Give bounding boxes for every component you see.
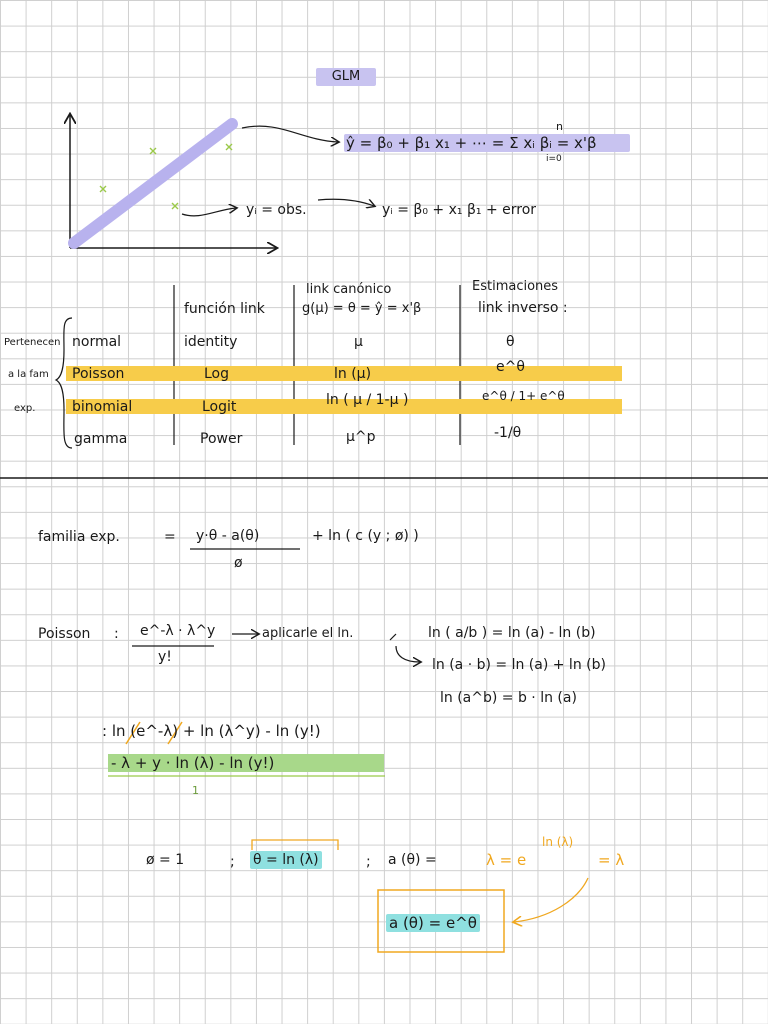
regression-line xyxy=(74,124,232,243)
row-normal-inv: θ xyxy=(506,334,515,350)
poisson-log-step: : ln (e^-λ) + ln (λ^y) - ln (y!) xyxy=(102,722,321,740)
poisson-label: Poisson xyxy=(38,626,91,642)
poisson-log-result: - λ + y · ln (λ) - ln (y!) xyxy=(108,754,384,772)
log-rule-quotient: ln ( a/b ) = ln (a) - ln (b) xyxy=(428,625,596,641)
poisson-log-denominator: 1 xyxy=(192,784,199,797)
row-normal-func: identity xyxy=(184,334,238,350)
row-binomial-dist: binomial xyxy=(72,399,133,415)
row-gamma-dist: gamma xyxy=(74,431,128,447)
lambda-exponent: ln (λ) xyxy=(542,835,574,849)
a-theta-label: a (θ) = xyxy=(388,852,437,868)
familia-tail: + ln ( c (y ; ø) ) xyxy=(312,528,419,544)
header-estimaciones: Estimaciones xyxy=(472,279,559,294)
row-binomial-func: Logit xyxy=(202,399,237,415)
log-rule-product: ln (a · b) = ln (a) + ln (b) xyxy=(432,657,606,673)
boxed-result: a (θ) = e^θ xyxy=(386,914,480,932)
arrow-to-result xyxy=(514,878,588,922)
familia-label: familia exp. xyxy=(38,529,120,545)
row-gamma-func: Power xyxy=(200,431,243,447)
arrow-to-yhat xyxy=(242,126,338,142)
row-normal-canon: μ xyxy=(354,334,363,350)
row-poisson-func: Log xyxy=(204,366,230,382)
yhat-equation: ŷ = β₀ + β₁ x₁ + ⋯ = Σ xᵢ βᵢ = x'β xyxy=(344,134,630,152)
row-normal-dist: normal xyxy=(72,334,122,350)
row-gamma-inv: -1/θ xyxy=(494,425,522,441)
bracket-label-2: a la fam xyxy=(8,369,49,380)
row-poisson-canon: ln (μ) xyxy=(334,366,372,382)
header-funcion-link: función link xyxy=(184,301,265,317)
bracket-label-3: exp. xyxy=(14,403,36,414)
header-link-inverso: link inverso : xyxy=(478,300,568,316)
arrow-to-yi xyxy=(182,208,236,216)
lambda-expression: λ = e xyxy=(486,851,527,869)
row-poisson-inv: e^θ xyxy=(496,359,525,375)
row-binomial-inv: e^θ / 1+ e^θ xyxy=(482,389,565,403)
separator-2: ; xyxy=(366,854,371,870)
yi-equation: yᵢ = β₀ + x₁ β₁ + error xyxy=(382,202,537,218)
familia-denominator: ø xyxy=(234,555,243,571)
row-poisson-dist: Poisson xyxy=(72,366,125,382)
familia-numerator: y·θ - a(θ) xyxy=(196,528,260,544)
sum-top-index: n xyxy=(556,120,563,133)
poisson-colon: : xyxy=(114,626,119,642)
yi-obs-label: yᵢ = obs. xyxy=(246,202,307,218)
log-rule-power: ln (a^b) = b · ln (a) xyxy=(440,690,577,706)
poisson-arrow-note: aplicarle el ln. xyxy=(262,626,354,641)
header-canonico-l2: g(μ) = θ = ŷ = x'β xyxy=(302,301,422,316)
arrow-obs-to-eq xyxy=(318,199,374,206)
equals-lambda: = λ xyxy=(598,851,625,869)
header-canonico-l1: link canónico xyxy=(306,282,392,297)
poisson-denominator: y! xyxy=(158,649,172,665)
bracket-label-1: Pertenecen xyxy=(4,337,61,348)
poisson-numerator: e^-λ · λ^y xyxy=(140,623,216,639)
familia-equals: = xyxy=(164,529,176,545)
theta-definition: θ = ln (λ) xyxy=(250,851,322,869)
sum-bottom-index: i=0 xyxy=(546,154,562,164)
phi-value: ø = 1 xyxy=(146,852,185,868)
separator-1: ; xyxy=(230,854,235,870)
page-title: GLM xyxy=(316,68,376,86)
row-binomial-canon: ln ( μ / 1-μ ) xyxy=(326,392,409,408)
row-gamma-canon: μ^p xyxy=(346,429,376,445)
